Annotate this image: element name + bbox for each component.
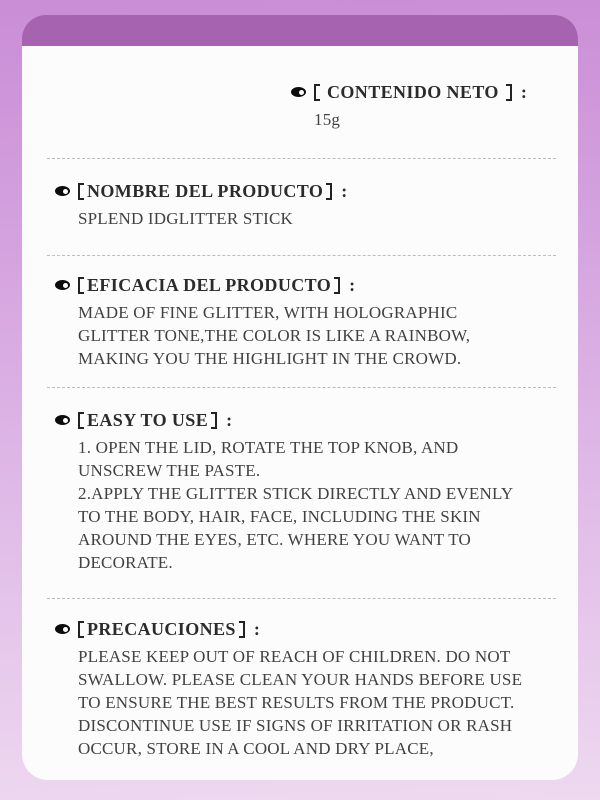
dashed-divider [47, 255, 556, 256]
bullet-icon [55, 624, 70, 634]
body-line: 1. OPEN THE LID, ROTATE THE TOP KNOB, AND [78, 438, 459, 457]
body-line: MADE OF FINE GLITTER, WITH HOLOGRAPHIC [78, 303, 458, 322]
section-heading [55, 179, 556, 203]
bullet-icon [291, 87, 306, 97]
section-easy-to-use [55, 408, 556, 574]
bracket-right-icon [506, 84, 512, 101]
bullet-icon [55, 280, 70, 290]
body-line: MAKING YOU THE HIGHLIGHT IN THE CROWD. [78, 349, 462, 368]
section-heading [55, 617, 556, 641]
dashed-divider [47, 598, 556, 599]
body-line: DECORATE. [78, 553, 173, 572]
body-line: 2.APPLY THE GLITTER STICK DIRECTLY AND EVENLY [78, 484, 514, 503]
body-line: UNSCREW THE PASTE. [78, 461, 261, 480]
section-heading [291, 80, 556, 104]
section-precauciones [55, 617, 556, 760]
body-line: DISCONTINUE USE IF SIGNS OF IRRITATION OR RASH [78, 716, 513, 735]
section-nombre-del-producto [55, 179, 556, 230]
section-body [314, 108, 556, 131]
section-body [78, 301, 556, 370]
section-title: PRECAUCIONES [87, 618, 236, 639]
bracket-right-icon [326, 183, 332, 200]
body-line: 15g [314, 110, 341, 129]
body-line: TO ENSURE THE BEST RESULTS FROM THE PRODUCT. [78, 693, 515, 712]
heading-colon: : [341, 180, 348, 201]
body-line: TO THE BODY, HAIR, FACE, INCLUDING THE SKIN [78, 507, 481, 526]
section-body [78, 436, 556, 574]
bullet-icon [55, 415, 70, 425]
section-title: EASY TO USE [87, 409, 209, 430]
body-line: SWALLOW. PLEASE CLEAN YOUR HANDS BEFORE USE [78, 670, 523, 689]
body-line: GLITTER TONE,THE COLOR IS LIKE A RAINBOW, [78, 326, 471, 345]
heading-colon: : [349, 274, 356, 295]
content-panel [22, 46, 578, 780]
section-eficacia-del-producto [55, 273, 556, 370]
heading-colon: : [226, 409, 233, 430]
section-heading [55, 408, 556, 432]
bracket-right-icon [239, 621, 245, 638]
body-line: AROUND THE EYES, ETC. WHERE YOU WANT TO [78, 530, 471, 549]
heading-colon: : [253, 618, 261, 639]
section-body [78, 207, 556, 230]
section-title: CONTENIDO NETO [327, 81, 499, 102]
bracket-right-icon [211, 412, 217, 429]
body-line: OCCUR, STORE IN A COOL AND DRY PLACE, [78, 739, 434, 758]
body-line: SPLEND IDGLITTER STICK [78, 209, 293, 228]
heading-colon: : [520, 81, 528, 102]
section-title: NOMBRE DEL PRODUCTO [87, 180, 324, 201]
dashed-divider [47, 387, 556, 388]
section-heading [55, 273, 556, 297]
bullet-icon [55, 186, 70, 196]
body-line: PLEASE KEEP OUT OF REACH OF CHILDREN. DO NOT [78, 647, 511, 666]
bracket-right-icon [334, 277, 340, 294]
header-bar [22, 15, 578, 46]
section-contenido-neto [291, 80, 556, 131]
section-title: EFICACIA DEL PRODUCTO [87, 274, 332, 295]
dashed-divider [47, 158, 556, 159]
section-body [78, 645, 556, 760]
